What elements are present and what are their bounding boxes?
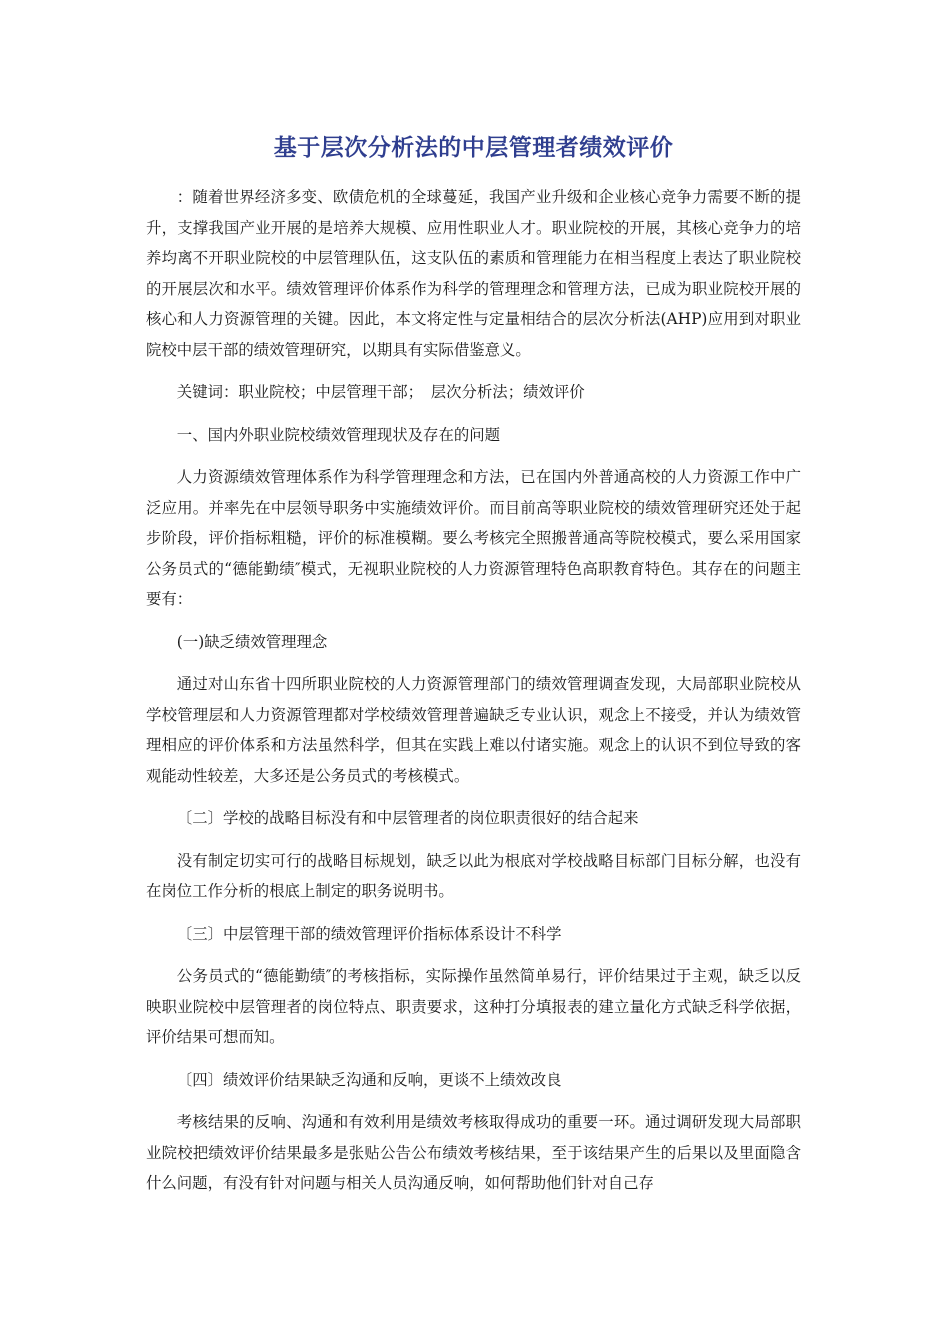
subsection-heading-3: 〔三〕中层管理干部的绩效管理评价指标体系设计不科学 — [176, 924, 562, 943]
subsection-heading-1: (一)缺乏绩效管理理念 — [176, 632, 328, 651]
body-paragraph: 考核结果的反响、沟通和有效利用是绩效考核取得成功的重要一环。通过调研发现大局部职业院校把绩效评价结果最多是张贴公告公布绩效考核结果，至于该结果产生的后果以及里面隐含什么问题，有没有针对问题与相关人员沟通反响，如何帮助他们针对自己存 — [146, 1113, 801, 1192]
subsection-heading-4: 〔四〕绩效评价结果缺乏沟通和反响，更谈不上绩效改良 — [176, 1070, 562, 1089]
body-paragraph: 人力资源绩效管理体系作为科学管理理念和方法，已在国内外普通高校的人力资源工作中广泛应用。并率先在中层领导职务中实施绩效评价。而目前高等职业院校的绩效管理研究还处于起步阶段，评价指标粗糙，评价的标准模糊。要么考核完全照搬普通高等院校模式，要么采用国家公务员式的“德能勤绩″模式，无视职业院校的人力资源管理特色高职教育特色。其存在的问题主要有： — [146, 468, 801, 608]
body-paragraph: 通过对山东省十四所职业院校的人力资源管理部门的绩效管理调查发现，大局部职业院校从学校管理层和人力资源管理都对学校绩效管理普遍缺乏专业认识，观念上不接受，并认为绩效管理相应的评价体系和方法虽然科学，但其在实践上难以付诸实施。观念上的认识不到位导致的客观能动性较差，大多还是公务员式的考核模式。 — [146, 675, 801, 785]
document-page — [146, 128, 801, 1211]
body-paragraph: 没有制定切实可行的战略目标规划，缺乏以此为根底对学校战略目标部门目标分解，也没有在岗位工作分析的根底上制定的职务说明书。 — [146, 851, 801, 900]
keywords-line: 关键词：职业院校；中层管理干部； 层次分析法；绩效评价 — [176, 383, 585, 401]
section-heading-1: 一、国内外职业院校绩效管理现状及存在的问题 — [176, 425, 501, 444]
subsection-heading-2: 〔二〕学校的战略目标没有和中层管理者的岗位职责很好的结合起来 — [176, 809, 639, 827]
document-title: 基于层次分析法的中层管理者绩效评价 — [273, 135, 674, 161]
abstract-paragraph: ：随着世界经济多变、欧债危机的全球蔓延，我国产业升级和企业核心竞争力需要不断的提升，支撑我国产业开展的是培养大规模、应用性职业人才。职业院校的开展，其核心竞争力的培养均离不开职业院校的中层管理队伍，这支队伍的素质和管理能力在相当程度上表达了职业院校的开展层次和水平。绩效管理评价体系作为科学的管理理念和管理方法，已成为职业院校开展的核心和人力资源管理的关键。因此，本文将定性与定量相结合的层次分析法(AHP)应用到对职业院校中层干部的绩效管理研究，以期具有实际借鉴意义。 — [146, 188, 801, 359]
body-paragraph: 公务员式的“德能勤绩″的考核指标，实际操作虽然简单易行，评价结果过于主观，缺乏以反映职业院校中层管理者的岗位特点、职责要求，这种打分填报表的建立量化方式缺乏科学依据，评价结果可想而知。 — [146, 967, 801, 1046]
